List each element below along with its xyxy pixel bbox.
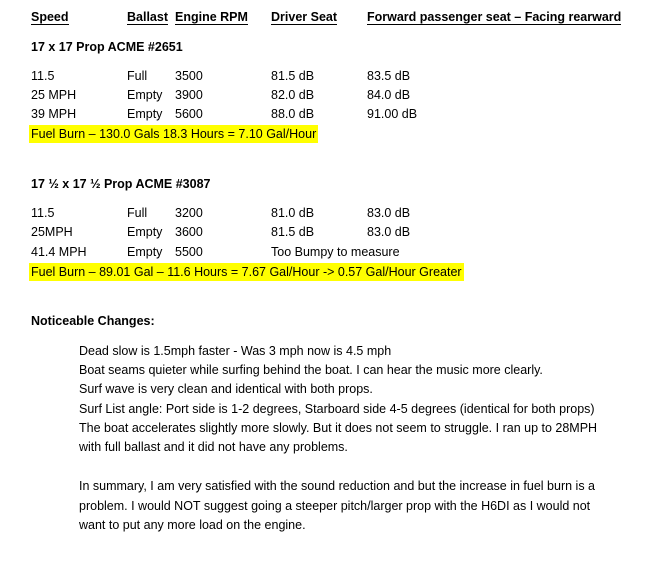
header-driver-seat: Driver Seat — [271, 10, 338, 24]
row-ballast: Full — [127, 206, 148, 220]
header-ballast: Ballast — [127, 10, 168, 24]
header-engine-rpm: Engine RPM — [175, 10, 248, 24]
row-ballast: Full — [127, 69, 148, 83]
row-rpm: 3500 — [175, 69, 203, 83]
header-speed: Speed — [31, 10, 69, 24]
change-line: Surf List angle: Port side is 1-2 degrees, Starboard side 4-5 degrees (identical for both props) — [79, 402, 595, 416]
change-line: with full ballast and it did not have any problems. — [79, 440, 348, 454]
row-ballast: Empty — [127, 107, 163, 121]
fuel-burn-highlight: Fuel Burn – 89.01 Gal – 11.6 Hours = 7.67 Gal/Hour -> 0.57 Gal/Hour Greater — [31, 265, 462, 279]
change-line: Surf wave is very clean and identical with both props. — [79, 382, 373, 396]
row-driver-db: 81.5 dB — [271, 69, 315, 83]
row-ballast: Empty — [127, 245, 163, 259]
row-speed: 41.4 MPH — [31, 245, 87, 259]
row-rpm: 3900 — [175, 88, 203, 102]
row-passenger-db: 83.5 dB — [367, 69, 411, 83]
row-rpm: 5500 — [175, 245, 203, 259]
row-ballast: Empty — [127, 225, 163, 239]
header-passenger-seat: Forward passenger seat – Facing rearward — [367, 10, 622, 24]
row-rpm: 3200 — [175, 206, 203, 220]
row-driver-db: 88.0 dB — [271, 107, 315, 121]
row-speed: 11.5 — [31, 206, 55, 220]
change-line: Boat seams quieter while surfing behind the boat. I can hear the music more clearly. — [79, 363, 543, 377]
row-passenger-db: 83.0 dB — [367, 225, 411, 239]
change-line: Dead slow is 1.5mph faster - Was 3 mph now is 4.5 mph — [79, 344, 392, 358]
row-speed: 25 MPH — [31, 88, 77, 102]
section-title: 17 x 17 Prop ACME #2651 — [31, 40, 183, 54]
changes-title: Noticeable Changes: — [31, 314, 155, 328]
row-driver-db: 81.5 dB — [271, 225, 315, 239]
row-passenger-db: 91.00 dB — [367, 107, 418, 121]
row-rpm: 3600 — [175, 225, 203, 239]
row-ballast: Empty — [127, 88, 163, 102]
row-rpm: 5600 — [175, 107, 203, 121]
row-driver-db: Too Bumpy to measure — [271, 245, 400, 259]
summary-line: problem. I would NOT suggest going a steeper pitch/larger prop with the H6DI as I would not — [79, 499, 591, 513]
row-driver-db: 81.0 dB — [271, 206, 315, 220]
row-passenger-db: 83.0 dB — [367, 206, 411, 220]
row-speed: 11.5 — [31, 69, 55, 83]
change-line: The boat accelerates slightly more slowly. But it does not seem to struggle. I ran up to 28MPH — [79, 421, 598, 435]
row-driver-db: 82.0 dB — [271, 88, 315, 102]
row-passenger-db: 84.0 dB — [367, 88, 411, 102]
summary-line: In summary, I am very satisfied with the sound reduction and but the increase in fuel burn is a — [79, 479, 596, 493]
summary-line: want to put any more load on the engine. — [79, 518, 306, 532]
row-speed: 25MPH — [31, 225, 73, 239]
section-title: 17 ½ x 17 ½ Prop ACME #3087 — [31, 177, 211, 191]
fuel-burn-highlight: Fuel Burn – 130.0 Gals 18.3 Hours = 7.10 Gal/Hour — [31, 127, 317, 141]
row-speed: 39 MPH — [31, 107, 77, 121]
